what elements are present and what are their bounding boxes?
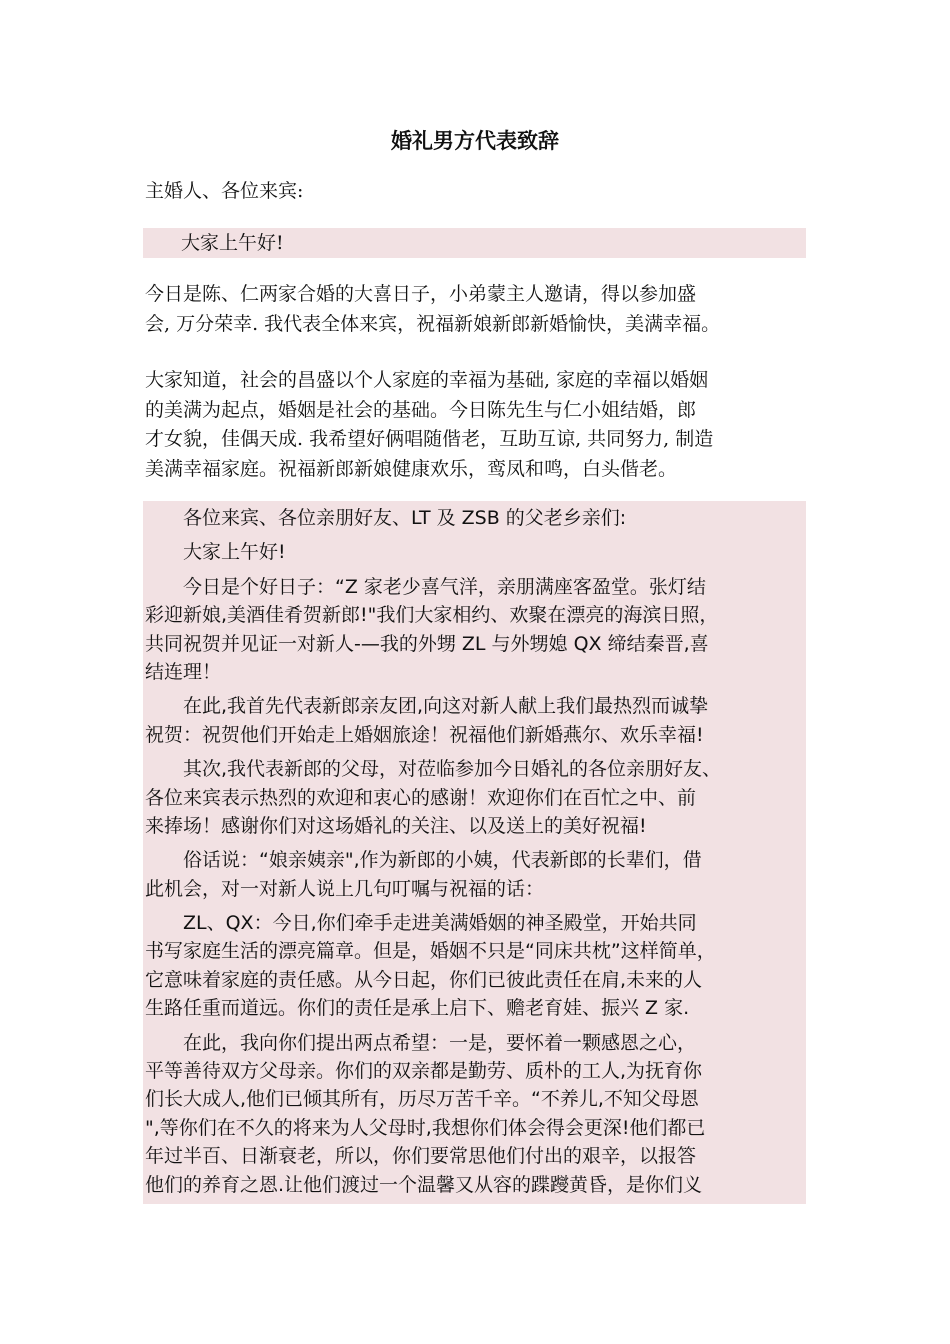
speech-line: 在此,我首先代表新郎亲友团,向这对新人献上我们最热烈而诚挚 <box>183 695 709 718</box>
document-title: 婚礼男方代表致辞 <box>391 128 559 153</box>
speech-line: ZL、QX：今日,你们牵手走进美满婚姻的神圣殿堂，开始共同 <box>183 912 697 935</box>
speech-line: ",等你们在不久的将来为人父母时,我想你们体会得会更深!他们都已 <box>145 1116 706 1139</box>
paragraph-2 <box>145 366 815 484</box>
speech-line: 生路任重而道远。你们的责任是承上启下、赡老育娃、振兴 Z 家. <box>145 997 690 1020</box>
speech-line: 在此，我向你们提出两点希望：一是，要怀着一颗感恩之心， <box>183 1031 697 1054</box>
paragraph-line: 会, 万分荣幸. 我代表全体来宾，祝福新娘新郎新婚愉快，美满幸福。 <box>145 312 721 335</box>
speech-line: 祝贺：祝贺他们开始走上婚姻旅途！祝福他们新婚燕尔、欢乐幸福! <box>145 723 704 746</box>
speech-line: 大家上午好! <box>183 541 286 564</box>
speech-line: 各位来宾、各位亲朋好友、LT 及 ZSB 的父老乡亲们: <box>183 507 627 529</box>
paragraph-line: 美满幸福家庭。祝福新郎新娘健康欢乐，鸾凤和鸣，白头偕老。 <box>145 457 678 480</box>
speech-line: 彩迎新娘,美酒佳肴贺新郎!"我们大家相约、欢聚在漂亮的海滨日照， <box>145 604 719 627</box>
paragraph-line: 的美满为起点，婚姻是社会的基础。今日陈先生与仁小姐结婚，郎 <box>145 398 697 421</box>
speech-body <box>145 504 813 1199</box>
speech-line: 结连理！ <box>145 660 222 683</box>
speech-line: 各位来宾表示热烈的欢迎和衷心的感谢！欢迎你们在百忙之中、前 <box>145 786 697 809</box>
speech-line: 他们的养育之恩.让他们渡过一个温馨又从容的蹀躞黄昏，是你们义 <box>145 1173 703 1196</box>
greeting-text: 大家上午好! <box>181 232 284 254</box>
speech-line: 来捧场！感谢你们对这场婚礼的关注、以及送上的美好祝福! <box>145 814 647 837</box>
speech-line: 书写家庭生活的漂亮篇章。但是，婚姻不只是“同床共枕”这样简单， <box>145 940 716 963</box>
greeting-highlight <box>143 228 806 258</box>
paragraph-line: 今日是陈、仁两家合婚的大喜日子，小弟蒙主人邀请，得以参加盛 <box>145 283 697 305</box>
speech-line: 年过半百、日渐衰老，所以，你们要常思他们付出的艰辛，以报答 <box>145 1145 697 1168</box>
speech-line: 它意味着家庭的责任感。从今日起，你们已彼此责任在肩,未来的人 <box>145 968 703 991</box>
paragraph-line: 大家知道，社会的昌盛以个人家庭的幸福为基础, 家庭的幸福以婚姻 <box>145 369 709 391</box>
speech-line: 俗话说：“娘亲姨亲",作为新郎的小姨，代表新郎的长辈们，借 <box>183 849 702 872</box>
speech-line: 此机会，对一对新人说上几句叮嘱与祝福的话： <box>145 877 545 900</box>
salutation: 主婚人、各位来宾: <box>145 180 304 202</box>
speech-line: 今日是个好日子：“Z 家老少喜气洋，亲朋满座客盈堂。张灯结 <box>183 575 706 598</box>
speech-line: 其次,我代表新郎的父母，对莅临参加今日婚礼的各位亲朋好友、 <box>183 758 722 781</box>
paragraph-line: 才女貌，佳偶天成. 我希望好俩唱随偕老，互助互谅, 共同努力, 制造 <box>145 428 714 450</box>
speech-line: 平等善待双方父母亲。你们的双亲都是勤劳、质朴的工人,为抚育你 <box>145 1060 703 1083</box>
speech-line: 们长大成人,他们已倾其所有，历尽万苦千辛。“不养儿,不知父母恩 <box>145 1088 699 1111</box>
speech-line: 共同祝贺并见证一对新人-—我的外甥 ZL 与外甥媳 QX 缔结秦晋,喜 <box>145 632 709 655</box>
paragraph-1 <box>145 280 815 339</box>
